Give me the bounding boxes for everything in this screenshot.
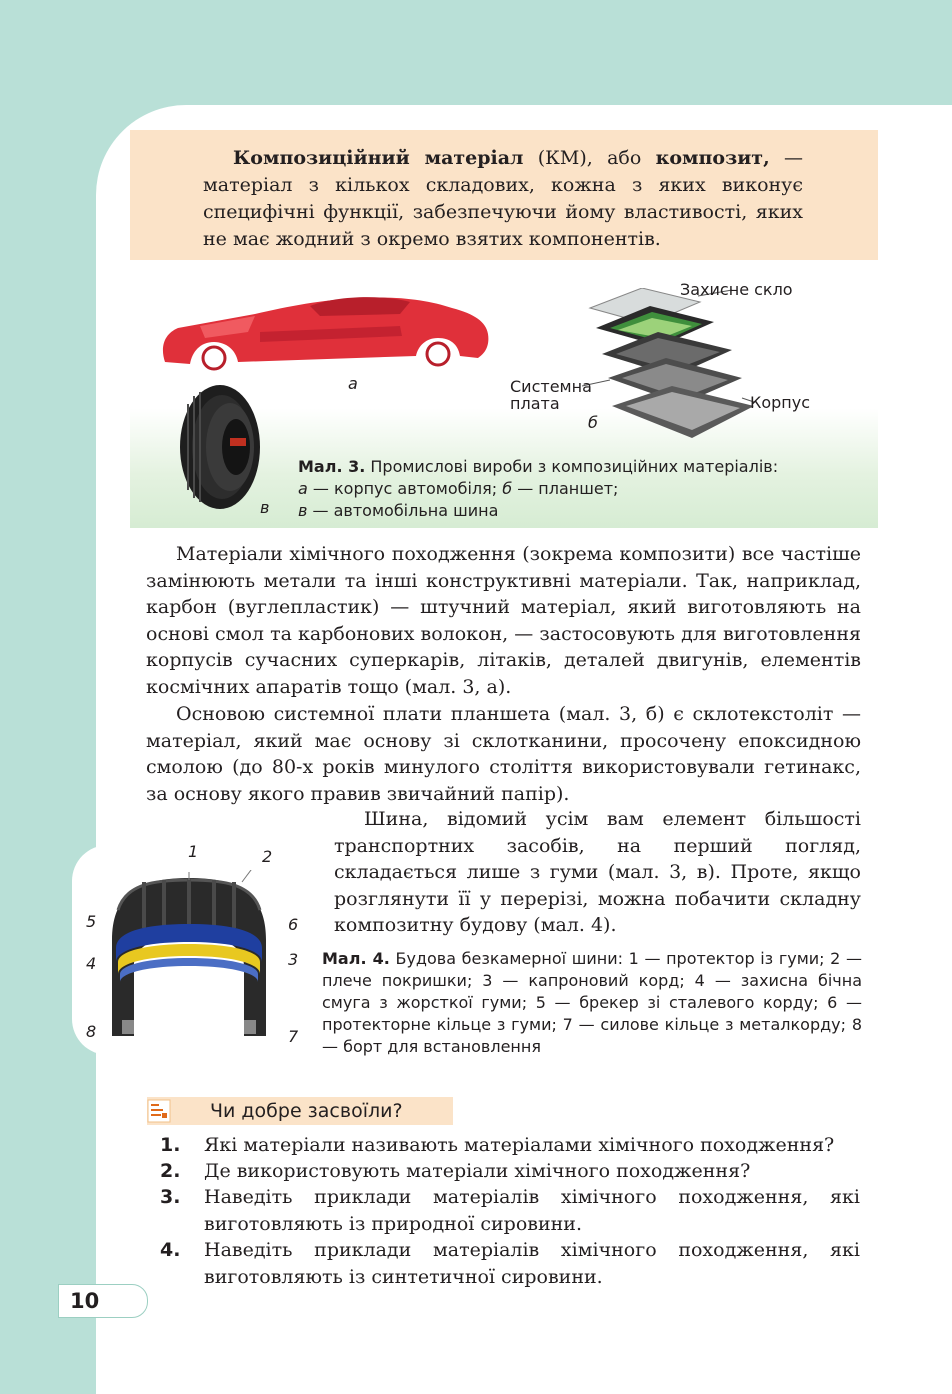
figure-3-caption-line2b: — планшет; — [512, 479, 619, 498]
paragraph-1: Матеріали хімічного походження (зокрема композити) все частіше замінюють метали та інші конструктивні матеріали. Так, наприклад, карбон (вуглепластик) — штучний матеріал, який виготовляють на основі смол та карбонових волокон, — застосовують для виготовлення корпусів сучасних суперкарів, літаків, деталей двигунів, елементів космічних апаратів тощо (мал. 3, а). — [146, 543, 861, 698]
tablet-exploded-illustration — [582, 288, 762, 448]
car-body-illustration — [160, 292, 490, 374]
tire-number-4: 4 — [86, 954, 97, 973]
definition-text — [203, 145, 803, 253]
figure-3-label-v: в — [260, 498, 270, 517]
tire-cross-section-illustration — [104, 870, 274, 1042]
figure-3-caption-a: а — [298, 479, 308, 498]
figure-4-caption-title: Мал. 4. — [322, 949, 390, 968]
tire-number-5: 5 — [86, 912, 97, 931]
question-2-text: Де використовують матеріали хімічного походження? — [204, 1160, 751, 1182]
tire-illustration — [178, 384, 270, 510]
question-1-text: Які матеріали називають матеріалами хімічного походження? — [204, 1134, 835, 1156]
question-4-num: 4. — [160, 1239, 181, 1261]
tire-number-3: 3 — [288, 950, 299, 969]
definition-term: Композиційний матеріал — [233, 147, 524, 169]
questions-heading: Чи добре засвоїли? — [210, 1100, 403, 1122]
paragraph-2: Основою системної плати планшета (мал. 3, б) є склотекстоліт — матеріал, який має основу зі склотканини, просочену епоксидною смолою (до 80-х років минулого століття використовували гетинакс, за основу якого правив звичайний папір). — [146, 703, 861, 805]
definition-rest: — матеріал з кількох складових, кожна з яких виконує специфічні функції, забезпечуючи йому властивості, яких не має жодний з окремо взятих компонентів. — [203, 147, 804, 250]
figure-4-caption-text: Будова безкамерної шини: 1 — протектор із гуми; 2 — плече покришки; 3 — капроновий корд; 4 — захисна бічна смуга з жорсткої гуми; 5 — брекер зі сталевого корду; 6 — протекторне кільце з гуми; 7 — силове кільце з металкорду; 8 — борт для встановлення — [322, 949, 862, 1056]
tire-number-8: 8 — [86, 1022, 97, 1041]
question-2 — [160, 1158, 860, 1185]
figure-3-label-glass: Захисне скло — [680, 280, 793, 299]
definition-abbr: (КМ), або — [523, 147, 656, 169]
question-3-num: 3. — [160, 1186, 181, 1208]
figure-3-label-case: Корпус — [750, 393, 811, 412]
question-3-text: Наведіть приклади матеріалів хімічного походження, які виготовляють із природної сировини. — [204, 1186, 860, 1235]
figure-3-label-b: б — [588, 413, 598, 432]
question-2-num: 2. — [160, 1160, 181, 1182]
figure-3-label-board-1: Системна — [510, 377, 592, 396]
tire-number-7: 7 — [288, 1027, 299, 1046]
question-1-num: 1. — [160, 1134, 181, 1156]
tire-number-2: 2 — [262, 847, 273, 866]
page-number: 10 — [70, 1289, 100, 1313]
paragraph-3: Шина, відомий усім вам елемент більшості транспортних засобів, на перший погляд, складається лише з гуми (мал. 3, в). Проте, якщо розглянути її у перерізі, можна побачити складну композитну будову (мал. 4). — [334, 808, 861, 936]
figure-3-caption-text: Промислові вироби з композиційних матеріалів: — [365, 457, 779, 476]
definition-term2: композит, — [655, 147, 770, 169]
figure-3-caption-line2: — корпус автомобіля; — [307, 479, 503, 498]
figure-3-caption — [298, 456, 858, 522]
questions-icon — [147, 1099, 171, 1123]
tire-number-6: 6 — [288, 915, 299, 934]
question-4-text: Наведіть приклади матеріалів хімічного походження, які виготовляють із синтетичної сировини. — [204, 1239, 860, 1288]
tire-number-1: 1 — [188, 842, 199, 861]
figure-3-caption-b: б — [502, 479, 513, 498]
question-4 — [160, 1237, 860, 1290]
figure-3-label-board-2: плата — [510, 394, 560, 413]
figure-3-caption-v: в — [298, 501, 308, 520]
figure-3-caption-title: Мал. 3. — [298, 457, 366, 476]
figure-3-label-a: а — [348, 374, 358, 393]
figure-3-caption-line3: — автомобільна шина — [307, 501, 499, 520]
question-1 — [160, 1132, 860, 1159]
question-3 — [160, 1184, 860, 1237]
figure-4-caption — [322, 948, 862, 1058]
